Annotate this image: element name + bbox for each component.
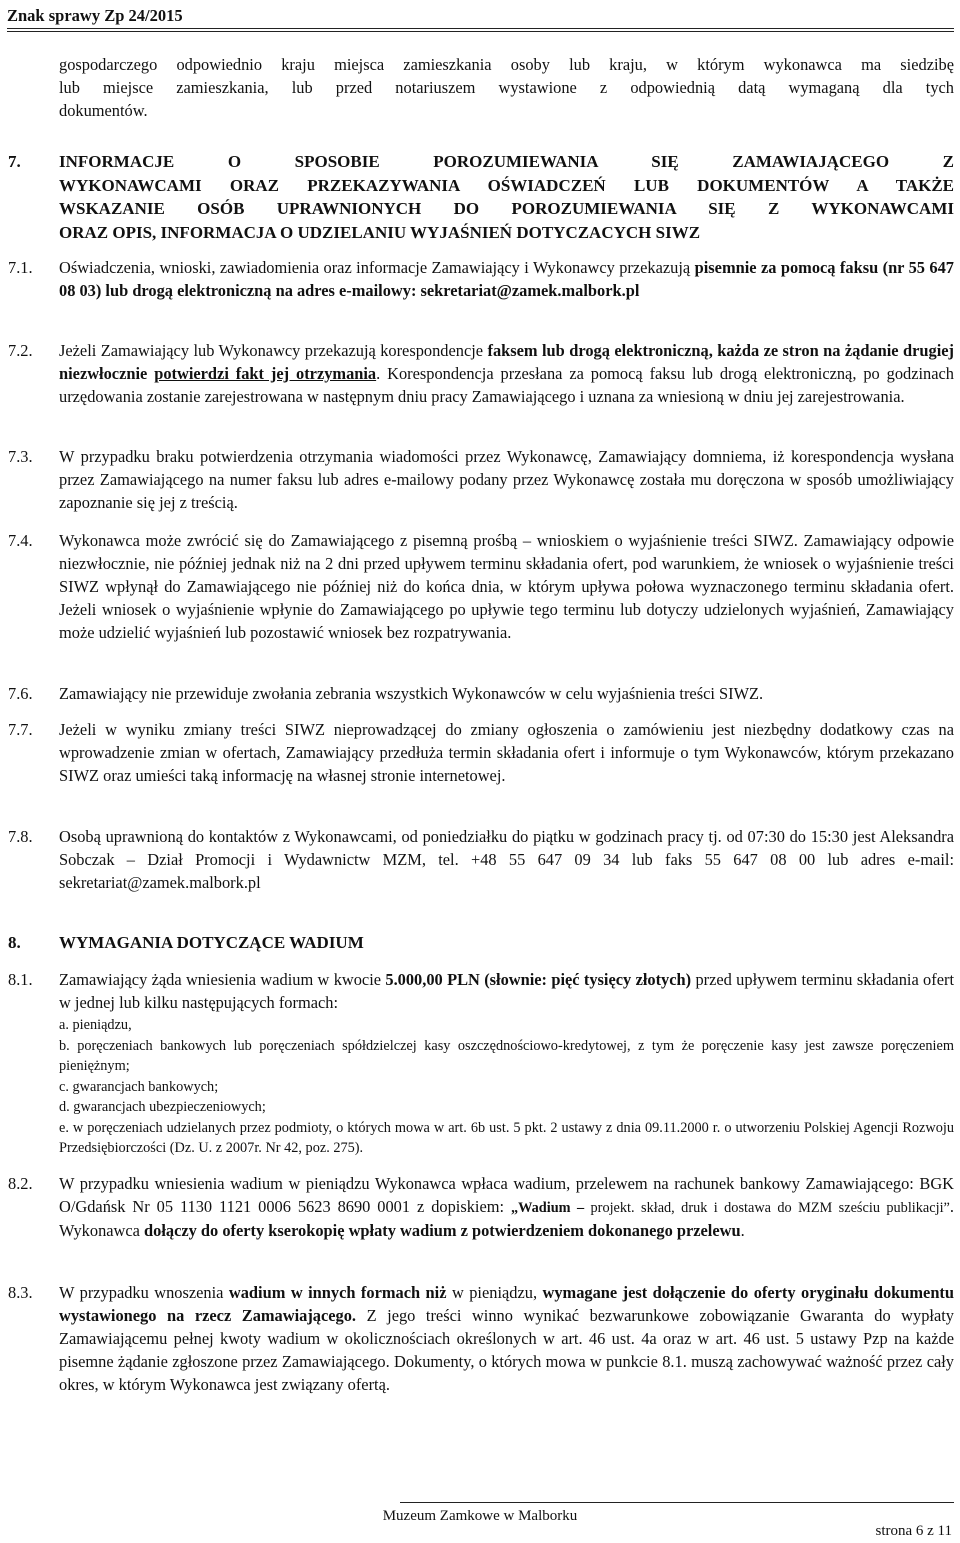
para-7-4-number: 7.4. <box>8 531 33 550</box>
para-8-3: W przypadku wnoszenia wadium w innych formach niż w pieniądzu, wymagane jest dołączenie do oferty oryginału dokumentu wystawionego na rzecz Zamawiającego. Z jego treści winno wynikać bezwarunkowe zobowiązanie Gwaranta do wypłaty Zamawiającemu pełnej kwoty wadium w okolicznościach określonych w art. 46 ust. 4a oraz w art. 46 ust. 5 ustawy Pzp na każde pisemne żądanie zgłoszone przez Zamawiającego. Dokumenty, o których mowa w punkcie 8.1. muszą zachowywać ważność przez cały okres, w którym Wykonawca jest związany ofertą. <box>59 1283 955 1394</box>
header-rule-thin <box>7 31 954 32</box>
para-7-8-number: 7.8. <box>8 827 33 846</box>
case-number: Znak sprawy Zp 24/2015 <box>7 6 183 25</box>
list-item: a. pieniądzu, <box>59 1017 132 1033</box>
para-8-1-number: 8.1. <box>8 970 33 989</box>
section-7-title: INFORMACJE O SPOSOBIE POROZUMIEWANIA SIĘ ZAMAWIAJĄCEGO Z WYKONAWCAMI ORAZ PRZEKAZYWANIA OŚWIADCZEŃ LUB DOKUMENTÓW A TAKŻE WSKAZANIE OSÓB UPRAWNIONYCH DO POROZUMIEWANIA SIĘ Z WYKONAWCAMI ORAZ OPIS, INFORMACJA O UDZIELANIU WYJAŚNIEŃ DOTYCZACYCH SIWZ <box>59 152 954 242</box>
para-7-3-number: 7.3. <box>8 447 33 466</box>
para-7-7: Jeżeli w wyniku zmiany treści SIWZ nieprowadzącej do zmiany ogłoszenia o zamówieniu jest niezbędny dodatkowy czas na wprowadzenie zmian w ofertach, Zamawiający przedłuża termin składania ofert i informuje o tym Wykonawców, którym przekazano SIWZ oraz umieści taką informację na własnej stronie internetowej. <box>59 720 954 785</box>
para-8-3-number: 8.3. <box>8 1283 33 1302</box>
section-8-number: 8. <box>8 933 21 952</box>
header-rule <box>7 28 954 29</box>
para-7-2: Jeżeli Zamawiający lub Wykonawcy przekazują korespondencje faksem lub drogą elektroniczną, każda ze stron na żądanie drugiej niezwłocznie potwierdzi fakt jej otrzymania. Korespondencja przesłana za pomocą faksu lub drogą elektroniczną, po godzinach urzędowania zostanie zarejestrowana w następnym dniu pracy Zamawiającego i uznana za wniesioną w dniu jej zarejestrowania. <box>59 341 954 406</box>
footer-institution: Muzeum Zamkowe w Malborku <box>382 1508 578 1524</box>
para-7-8: Osobą uprawnioną do kontaktów z Wykonawcami, od poniedziałku do piątku w godzinach pracy tj. od 07:30 do 15:30 jest Aleksandra Sobczak – Dział Promocji i Wydawnictw MZM, tel. +48 55 647 09 34 lub faks 55 647 08 00 lub adres e-mail: sekretariat@zamek.malbork.pl <box>59 827 954 892</box>
list-item: c. gwarancjach bankowych; <box>59 1078 219 1095</box>
wadium-forms-list <box>59 1015 954 1159</box>
para-7-4: Wykonawca może zwrócić się do Zamawiającego z pisemną prośbą – wnioskiem o wyjaśnienie treści SIWZ. Zamawiający odpowie niezwłocznie, nie później jednak niż na 2 dni przed upływem terminu składania ofert, pod warunkiem, że wniosek o wyjaśnienie treści SIWZ wpłynął do Zamawiającego nie później niż do końca dnia, w którym upływa połowa wyznaczonego terminu składania ofert. Jeżeli wniosek o wyjaśnienie wpłynie do Zamawiającego po upływie tego terminu lub dotyczy udzielonych wyjaśnień, Zamawiający może udzielić wyjaśnień lub pozostawić wniosek bez rozpatrywania. <box>59 531 954 642</box>
list-item: e. w poręczeniach udzielanych przez podmioty, o których mowa w art. 6b ust. 5 pkt. 2 ustawy z dnia 09.11.2000 r. o utworzeniu Polskiej Agencji Rozwoju Przedsiębiorczości (Dz. U. z 2007r. Nr 42, poz. 275). <box>59 1119 954 1156</box>
para-7-2-number: 7.2. <box>8 341 33 360</box>
intro-paragraph: gospodarczego odpowiednio kraju miejsca zamieszkania osoby lub kraju, w którym wykonawca ma siedzibę lub miejsce zamieszkania, lub przed notariuszem wystawione z odpowiednią datą wymaganą dla tych dokumentów. <box>59 55 954 120</box>
list-item: b. poręczeniach bankowych lub poręczeniach spółdzielczej kasy oszczędnościowo-kredytowej, z tym że poręczenie kasy jest zawsze poręczeniem pieniężnym; <box>59 1037 954 1074</box>
para-7-1-number: 7.1. <box>8 258 33 277</box>
para-8-1: Zamawiający żąda wniesienia wadium w kwocie 5.000,00 PLN (słownie: pięć tysięcy złotych) przed upływem terminu składania ofert w jednej lub kilku następujących formach: a. pieniądzu, b. poręczeniach bankowych lub poręczeniach spółdzielczej kasy oszczędnościowo-kredytowej, z tym że poręczenie kasy jest zawsze poręczeniem pieniężnym; c. gwarancjach bankowych; d. gwarancjach ubezpieczeniowych; e. w poręczeniach udzielanych przez podmioty, o których mowa w art. 6b ust. 5 pkt. 2 ustawy z dnia 09.11.2000 r. o utworzeniu Polskiej Agencji Rozwoju Przedsiębiorczości (Dz. U. z 2007r. Nr 42, poz. 275). <box>59 968 954 1159</box>
footer-rule <box>400 1502 954 1503</box>
para-7-6-number: 7.6. <box>8 684 33 703</box>
para-7-1: Oświadczenia, wnioski, zawiadomienia oraz informacje Zamawiający i Wykonawcy przekazują pisemnie za pomocą faksu (nr 55 647 08 03) lub drogą elektroniczną na adres e-mailowy: sekretariat@zamek.malbork.pl <box>59 258 954 300</box>
para-8-2: W przypadku wniesienia wadium w pieniądzu Wykonawca wpłaca wadium, przelewem na rachunek bankowy Zamawiającego: BGK O/Gdańsk Nr 05 1130 1121 0006 5623 8690 0001 z dopiskiem: „Wadium – projekt. skład, druk i dostawa do MZM sześciu publikacji”. Wykonawca dołączy do oferty kserokopię wpłaty wadium z potwierdzeniem dokonanego przelewu. <box>59 1174 954 1240</box>
list-item: d. gwarancjach ubezpieczeniowych; <box>59 1099 266 1115</box>
para-8-2-number: 8.2. <box>8 1174 33 1193</box>
section-8-title: WYMAGANIA DOTYCZĄCE WADIUM <box>59 933 364 952</box>
para-7-3: W przypadku braku potwierdzenia otrzymania wiadomości przez Wykonawcę, Zamawiający domniema, iż korespondencja wysłana przez Zamawiającego na numer faksu lub adres e-mailowy podany przez Wykonawcę została mu doręczona w sposób umożliwiający zapoznanie się jej z treścią. <box>59 447 954 512</box>
para-7-7-number: 7.7. <box>8 720 33 739</box>
para-7-6: Zamawiający nie przewiduje zwołania zebrania wszystkich Wykonawców w celu wyjaśnienia treści SIWZ. <box>59 684 764 703</box>
page-number: strona 6 z 11 <box>875 1523 952 1539</box>
section-7-number: 7. <box>8 152 21 171</box>
